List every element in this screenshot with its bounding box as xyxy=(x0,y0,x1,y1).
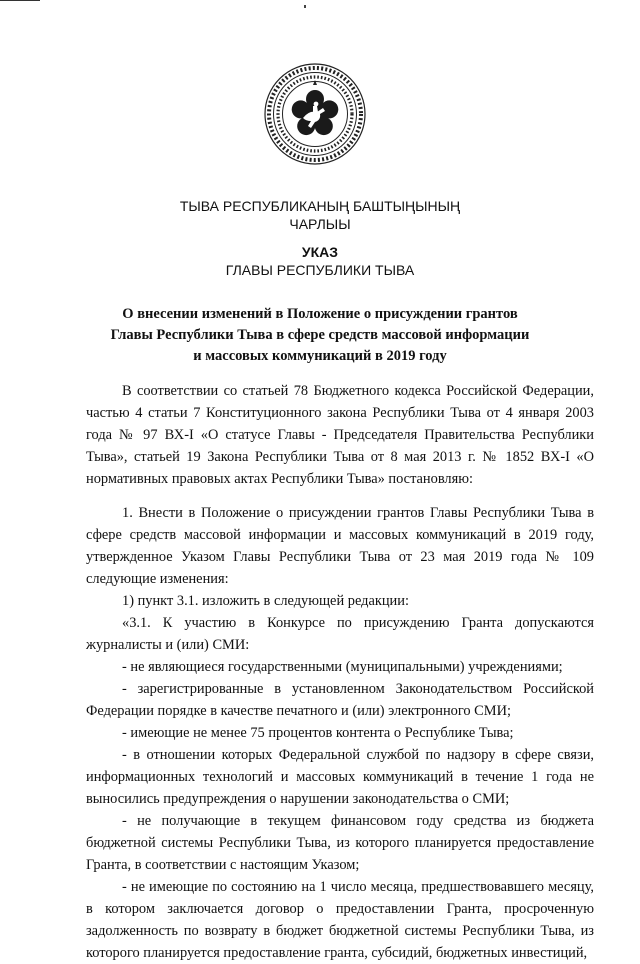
document-body xyxy=(86,380,594,964)
tuvan-heading-line-1: ТЫВА РЕСПУБЛИКАНЫҢ БАШТЫҢЫНЫҢ xyxy=(179,198,461,214)
title-line-3: и массовых коммуникаций в 2019 году xyxy=(193,348,447,364)
bullet-item: - не имеющие по состоянию на 1 число месяца, предшествовавшего месяцу, в котором заключается договор о предоставлении Гранта, просроченную задолженность по возврату в бюджет бюджетной системы Республики Тыва, из которого планируется предоставление гранта, субсидий, бюджетных инвестиций, xyxy=(86,879,594,961)
title-line-2: Главы Республики Тыва в сфере средств массовой информации xyxy=(110,327,530,343)
scan-edge-mark xyxy=(0,0,40,1)
item-1-paragraph: 1. Внести в Положение о присуждении грантов Главы Республики Тыва в сфере средств массовой информации и массовых коммуникаций в 2019 году, утвержденное Указом Главы Республики Тыва от 23 мая 2019 года № 109 следующие изменения: xyxy=(86,505,594,587)
scan-speck xyxy=(304,5,306,8)
bullet-item: - в отношении которых Федеральной службой по надзору в сфере связи, информационных технологий и массовых коммуникаций в течение 1 года не выносились предупреждения о нарушении законодательства о СМИ; xyxy=(86,747,594,807)
tuvan-heading-line-2: ЧАРЛЫЫ xyxy=(289,216,351,232)
bullet-item: - не являющиеся государственными (муниципальными) учреждениями; xyxy=(122,659,563,675)
item-1-1-paragraph: 1) пункт 3.1. изложить в следующей редакции: xyxy=(122,593,409,609)
bullet-item: - имеющие не менее 75 процентов контента о Республике Тыва; xyxy=(122,725,514,741)
title-line-1: О внесении изменений в Положение о присуждении грантов xyxy=(122,306,518,322)
preamble-paragraph: В соответствии со статьей 78 Бюджетного кодекса Российской Федерации, частью 4 статьи 7 Конституционного закона Республики Тыва от 4 января 2003 года № 97 ВХ-I «О статусе Главы - Председателя Правительства Республики Тыва», статьей 19 Закона Республики Тыва от 8 мая 2013 г. № 1852 ВХ-I «О нормативных правовых актах Республики Тыва» постановляю: xyxy=(86,383,594,487)
quote-start-paragraph: «3.1. К участию в Конкурсе по присуждению Гранта допускаются журналисты и (или) СМИ: xyxy=(86,615,594,653)
bullet-item: - не получающие в текущем финансовом году средства из бюджета бюджетной системы Республики Тыва, из которого планируется предоставление Гранта, в соответствии с настоящим Указом; xyxy=(86,813,594,873)
decree-type-heading: УКАЗ xyxy=(301,244,339,260)
coat-of-arms-icon xyxy=(263,62,367,166)
issuer-heading: ГЛАВЫ РЕСПУБЛИКИ ТЫВА xyxy=(225,262,415,278)
bullet-item: - зарегистрированные в установленном Законодательством Российской Федерации порядке в качестве печатного и (или) электронного СМИ; xyxy=(86,681,594,719)
